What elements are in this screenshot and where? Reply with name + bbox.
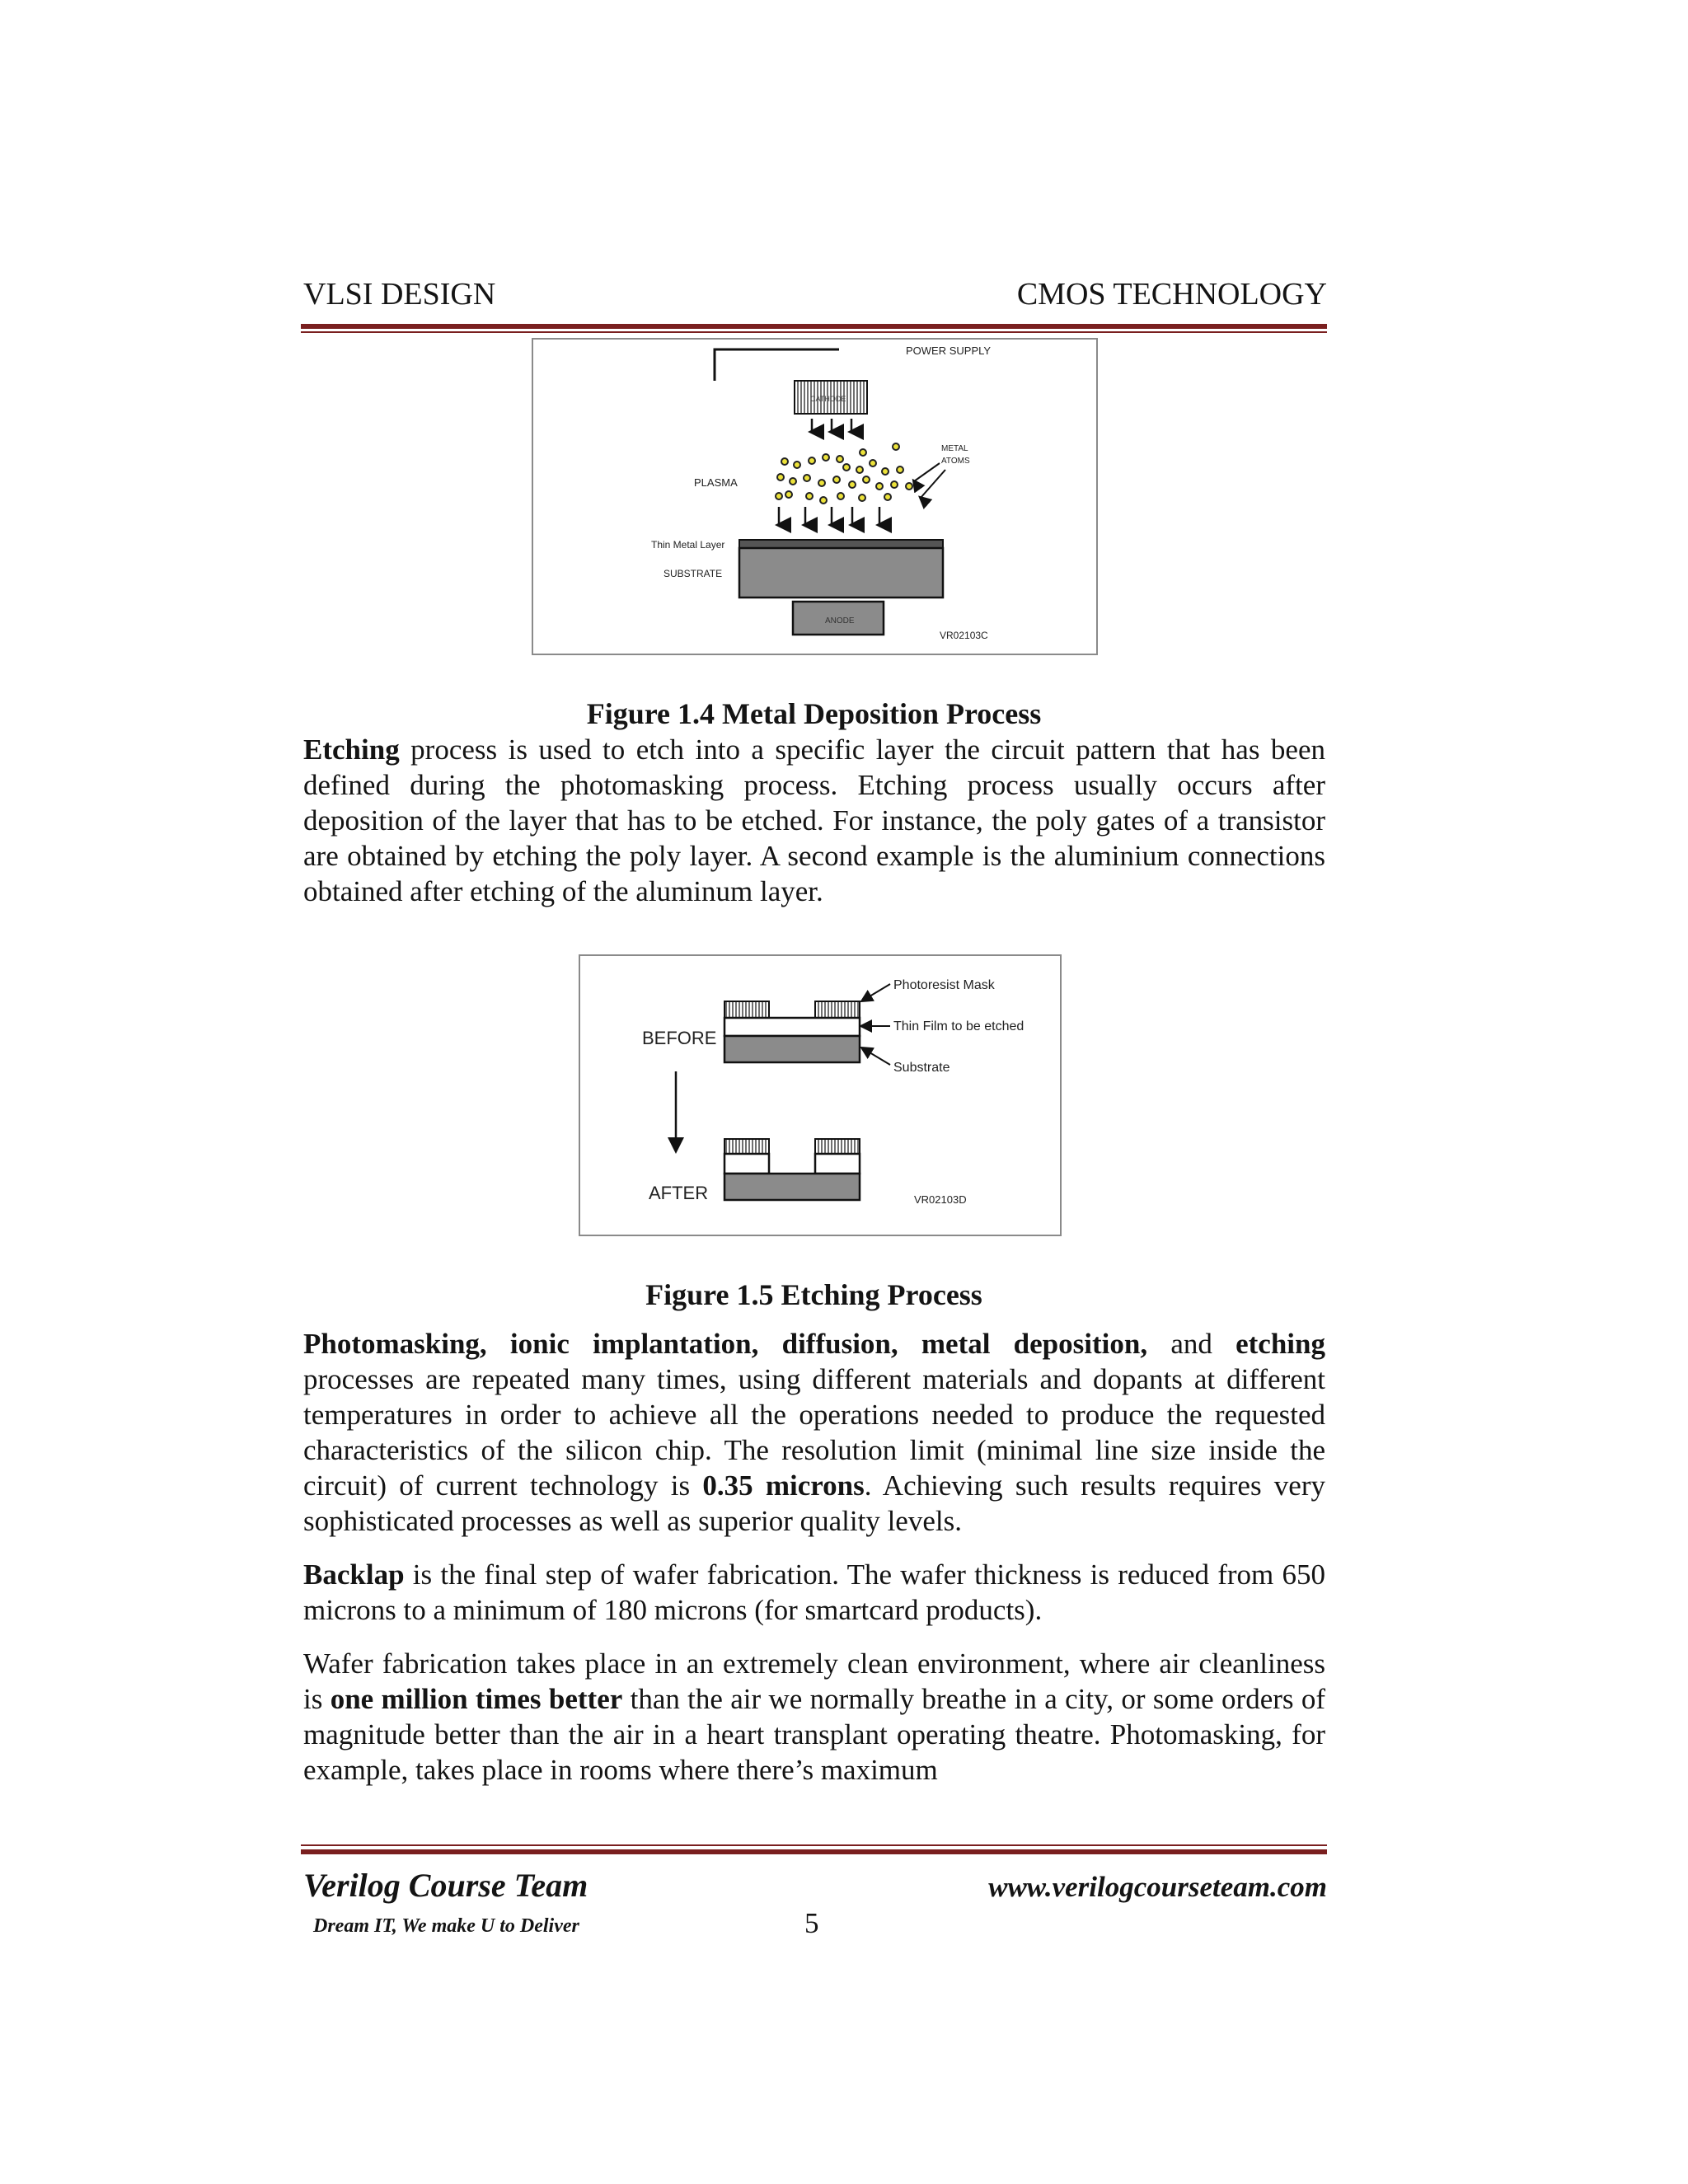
figure-etching bbox=[579, 954, 1062, 1236]
footer-website: www.verilogcourseteam.com bbox=[988, 1871, 1327, 1903]
footer-rule-thin bbox=[301, 1844, 1327, 1846]
photoresist-mask bbox=[724, 1139, 769, 1154]
figure-metal-deposition bbox=[532, 338, 1098, 655]
photoresist-mask bbox=[815, 1001, 860, 1018]
figure-caption: Figure 1.4 Metal Deposition Process bbox=[586, 697, 1042, 730]
paragraph-etching bbox=[303, 732, 1325, 909]
paragraph-backlap bbox=[303, 1557, 1325, 1628]
header-rule-thin bbox=[301, 331, 1327, 333]
label-substrate: SUBSTRATE bbox=[663, 568, 723, 579]
arrow-icon bbox=[865, 984, 890, 999]
label-thin-metal-layer: Thin Metal Layer bbox=[651, 539, 725, 551]
thin-film bbox=[724, 1154, 769, 1174]
footer-tagline: Dream IT, We make U to Deliver bbox=[313, 1915, 579, 1937]
paragraph-clean-environment bbox=[303, 1646, 1325, 1788]
footer-rule bbox=[301, 1849, 1327, 1854]
thin-film bbox=[724, 1018, 860, 1036]
thin-metal-layer bbox=[739, 540, 943, 548]
label-cathode: CATHODE bbox=[810, 395, 846, 403]
substrate bbox=[724, 1174, 860, 1200]
term-etching: Etching bbox=[303, 733, 400, 766]
label-plasma: PLASMA bbox=[694, 476, 738, 489]
etching-diagram bbox=[580, 956, 1060, 1235]
label-after: AFTER bbox=[649, 1183, 709, 1203]
arrow-icon bbox=[914, 463, 940, 481]
paragraph-text: than the air we normally breathe in a city, or some orders of magnitude better than the air in a heart transplant operating theatre. Photomasking, for example, takes place in rooms where there’s maximum bbox=[303, 1683, 1325, 1786]
label-substrate: Substrate bbox=[893, 1061, 950, 1075]
paragraph-text: process is used to etch into a specific layer the circuit pattern that has been defined during the photomasking process. Etching process usually occurs after deposition of the layer that has to be etched. For instance, the poly gates of a transistor are obtained by etching the poly layer. A second example is the aluminium connections obtained after etching of the aluminum layer. bbox=[303, 733, 1325, 907]
photoresist-mask bbox=[724, 1001, 769, 1018]
paragraph-text: processes are repeated many times, using different materials and dopants at different temperatures in order to achieve all the operations needed to produce the requested characteristics of the silicon chip. The resolution limit (minimal line size inside the circuit) of current technology is bbox=[303, 1363, 1325, 1502]
label-metal: METAL bbox=[941, 444, 968, 453]
bold-text: 0.35 microns bbox=[702, 1469, 865, 1502]
substrate bbox=[739, 548, 943, 598]
figure-code: VR02103D bbox=[914, 1193, 967, 1206]
bold-text: one million times better bbox=[330, 1683, 623, 1715]
bold-text: etching bbox=[1236, 1328, 1325, 1360]
label-atoms: ATOMS bbox=[941, 457, 970, 466]
page-number: 5 bbox=[804, 1907, 819, 1939]
substrate bbox=[724, 1036, 860, 1062]
bold-text: Photomasking, ionic implantation, diffusion, metal deposition, bbox=[303, 1328, 1148, 1360]
header-title-left: VLSI DESIGN bbox=[303, 277, 496, 312]
figure-code: VR02103C bbox=[940, 630, 988, 641]
metal-atoms bbox=[776, 443, 912, 504]
label-photoresist-mask: Photoresist Mask bbox=[893, 978, 995, 992]
figure-caption: Figure 1.5 Etching Process bbox=[645, 1278, 982, 1311]
header-rule bbox=[301, 324, 1327, 329]
paragraph-text: Wafer fabrication takes place in an extremely clean environment, where air cleanliness is bbox=[303, 1647, 1325, 1715]
paragraph-text: is the final step of wafer fabrication. The wafer thickness is reduced from 650 microns to a minimum of 180 microns (for smartcard products). bbox=[303, 1558, 1325, 1626]
label-thin-film: Thin Film to be etched bbox=[893, 1019, 1025, 1033]
label-anode: ANODE bbox=[825, 616, 855, 626]
thin-film bbox=[815, 1154, 860, 1174]
header-title-right: CMOS TECHNOLOGY bbox=[1016, 277, 1327, 312]
label-power-supply: POWER SUPPLY bbox=[906, 344, 992, 357]
term-backlap: Backlap bbox=[303, 1558, 405, 1591]
paragraph-processes bbox=[303, 1326, 1325, 1539]
metal-deposition-diagram bbox=[533, 340, 1096, 654]
footer-team-name: Verilog Course Team bbox=[303, 1867, 588, 1904]
paragraph-text: . Achieving such results requires very sophisticated processes as well as superior quality levels. bbox=[303, 1469, 1325, 1537]
photoresist-mask bbox=[815, 1139, 860, 1154]
paragraph-text: and bbox=[1147, 1328, 1236, 1360]
label-before: BEFORE bbox=[642, 1028, 717, 1048]
arrow-icon bbox=[865, 1050, 890, 1065]
